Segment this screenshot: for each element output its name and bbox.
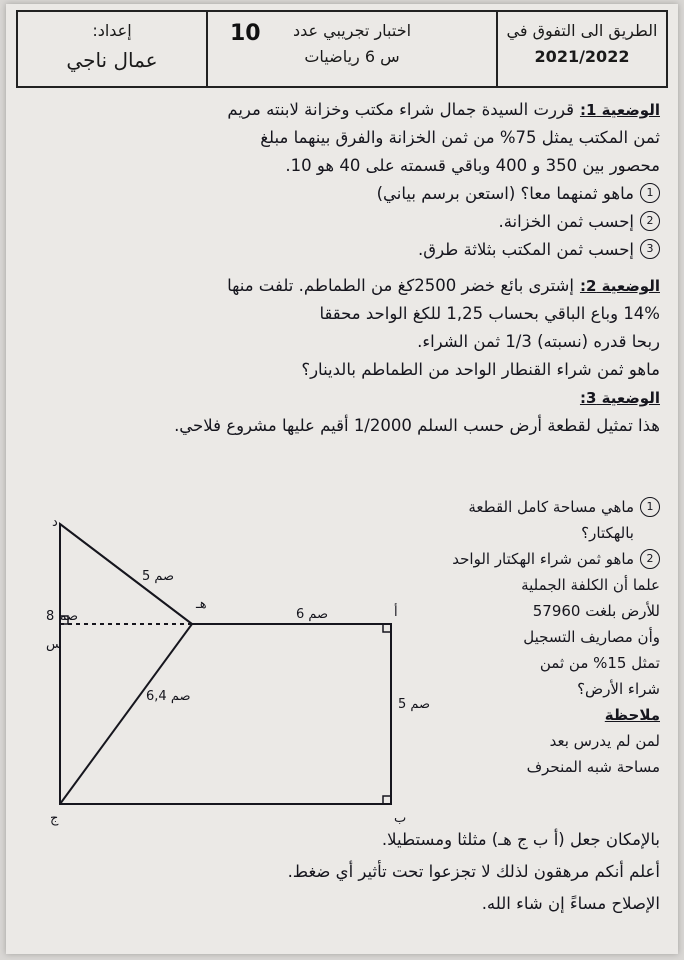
situation3-title: الوضعية 3:	[579, 389, 660, 407]
situation3-note4: تمثل 15% من ثمن	[539, 654, 660, 672]
length-hj: 6,4 صم	[146, 689, 191, 704]
footer-remarks	[24, 824, 660, 920]
length-ab: 5 صم	[398, 697, 431, 712]
header-cell-school	[496, 12, 666, 86]
remarks-title: ملاحظة	[604, 706, 660, 724]
q-number-2: 2	[640, 211, 660, 231]
situation3-q1: ماهي مساحة كامل القطعة بالهكتار؟	[468, 498, 634, 542]
prep-label: إعداد:	[92, 21, 132, 40]
header-cell-author	[18, 12, 206, 86]
school-year: 2021/2022	[534, 46, 630, 66]
land-figure	[46, 515, 431, 826]
label-b: ب	[394, 811, 407, 826]
situation3-note5: شراء الأرض؟	[577, 680, 660, 698]
right-angle-a	[383, 624, 391, 632]
right-angle-b	[383, 796, 391, 804]
segment-h-j	[60, 624, 192, 804]
length-dh: 5 صم	[142, 569, 175, 584]
header-cell-exam	[206, 12, 496, 86]
school-name: الطريق الى التفوق في	[506, 21, 658, 40]
q-number-1: 1	[640, 183, 660, 203]
remark-3: بالإمكان جعل (أ ب ج هـ) مثلثا ومستطيلا.	[381, 830, 660, 849]
label-d: د	[52, 515, 58, 530]
figure-outline	[60, 524, 391, 804]
situation2-text3: ربحا قدره (نسبته) 1/3 ثمن الشراء.	[417, 332, 660, 351]
length-ha: 6 صم	[296, 607, 329, 622]
situation1-q2: إحسب ثمن الخزانة.	[498, 212, 634, 231]
situation1-title: الوضعية 1:	[579, 101, 660, 119]
situation1-text3: محصور بين 350 و 400 وباقي قسمته على 40 هو 10.	[285, 156, 660, 175]
situation1-text2: ثمن المكتب يمثل 75% من ثمن الخزانة والفرق بينهما مبلغ	[260, 128, 660, 147]
q-number-3: 3	[640, 239, 660, 259]
exam-page	[6, 4, 678, 954]
remark-1: لمن لم يدرس بعد	[549, 732, 660, 750]
label-h: هـ	[196, 597, 207, 612]
label-j: ج	[50, 811, 59, 826]
label-s: س	[46, 637, 62, 652]
situation3-note2: للأرض بلغت 57960	[532, 602, 660, 620]
exam-title: اختبار تجريبي	[323, 21, 412, 40]
q3-number-2: 2	[640, 549, 660, 569]
remark-5: الإصلاح مساءً إن شاء الله.	[481, 894, 660, 913]
q3-number-1: 1	[640, 497, 660, 517]
exam-content	[24, 96, 660, 440]
situation1-text1: قررت السيدة جمال شراء مكتب وخزانة لابنته مريم	[227, 100, 574, 119]
situation2-title: الوضعية 2:	[579, 277, 660, 295]
situation3-text1: هذا تمثيل لقطعة أرض حسب السلم 1/2000 أقيم عليها مشروع فلاحي.	[174, 416, 660, 435]
situation3-q2: ماهو ثمن شراء الهكتار الواحد	[452, 550, 634, 568]
exam-subject: س 6 رياضيات	[304, 46, 400, 66]
header-table	[16, 10, 668, 88]
situation3-questions	[420, 494, 660, 780]
situation2-text2: 14% وباع الباقي بحساب 1,25 للكغ الواحد محققا	[319, 304, 660, 323]
situation1-q1: ماهو ثمنهما معا؟ (استعن برسم بياني)	[376, 184, 634, 203]
author-name: عمال ناجي	[66, 47, 158, 72]
exam-score: 10	[230, 21, 261, 46]
exam-num-label: عدد	[292, 21, 319, 40]
situation3-note1: علما أن الكلفة الجملية	[521, 576, 660, 594]
remark-2: مساحة شبه المنحرف	[526, 758, 660, 776]
situation3-note3: وأن مصاريف التسجيل	[523, 628, 660, 646]
label-a: أ	[394, 605, 398, 620]
situation1-q3: إحسب ثمن المكتب بثلاثة طرق.	[418, 240, 634, 259]
remark-4: أعلم أنكم مرهقون لذلك لا تجزعوا تحت تأثير أي ضغط.	[287, 862, 660, 881]
length-ds: 8 صم	[46, 609, 79, 624]
situation2-text1: إشترى بائع خضر 2500كغ من الطماطم. تلفت منها	[227, 276, 574, 295]
situation2-text4: ماهو ثمن شراء القنطار الواحد من الطماطم بالدينار؟	[301, 360, 660, 379]
